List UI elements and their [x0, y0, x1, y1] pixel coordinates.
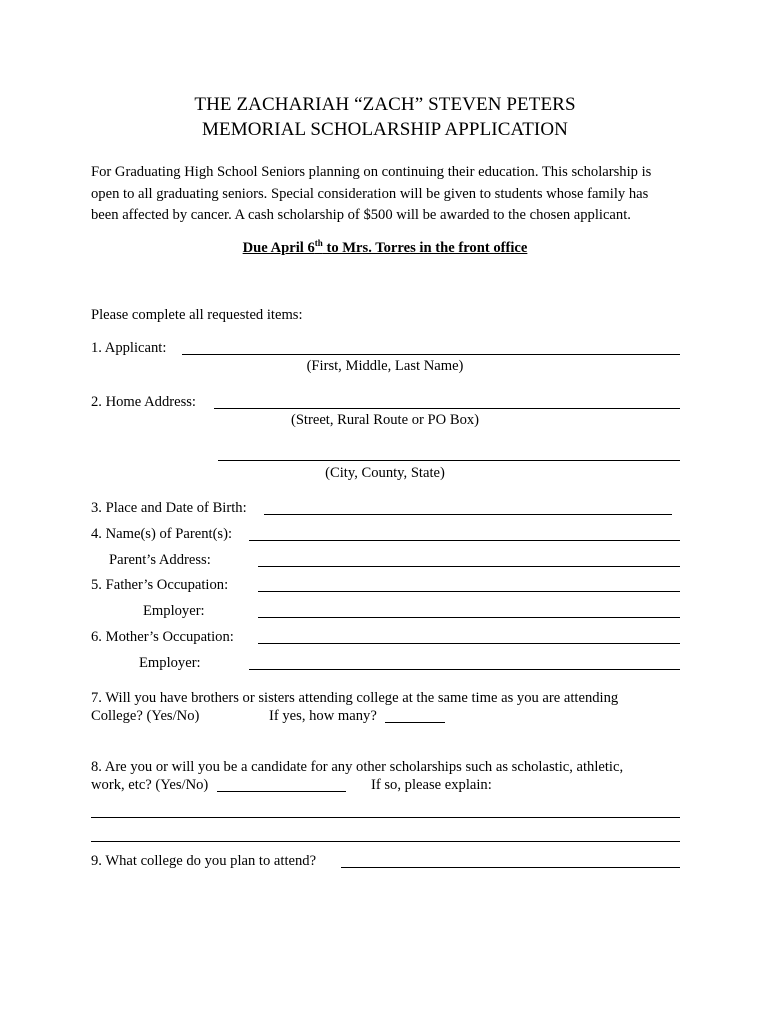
father-employer-field[interactable]: [258, 617, 680, 618]
father-employer-label: Employer:: [143, 603, 205, 619]
instructions: Please complete all requested items:: [91, 307, 303, 323]
father-occupation-label: 5. Father’s Occupation:: [91, 577, 229, 593]
mother-employer-field[interactable]: [249, 669, 680, 670]
parents-field[interactable]: [249, 540, 680, 541]
due-notice: [0, 240, 770, 257]
applicant-field[interactable]: [182, 354, 680, 355]
city-field[interactable]: [218, 460, 680, 461]
q8-yesno-field[interactable]: [217, 791, 346, 792]
due-prefix: Due April 6: [242, 240, 315, 256]
q8-explain-label: If so, please explain:: [371, 777, 492, 793]
q7-line-1: 7. Will you have brothers or sisters attending college at the same time as you are attending: [91, 690, 619, 706]
birth-label: 3. Place and Date of Birth:: [91, 500, 247, 516]
q9-label: 9. What college do you plan to attend?: [91, 853, 317, 869]
street-field[interactable]: [214, 408, 680, 409]
intro-line-1: For Graduating High School Seniors planning on continuing their education. This scholarship is: [91, 164, 652, 180]
intro-line-2: open to all graduating seniors. Special consideration will be given to students whose family has: [91, 185, 649, 202]
q9-college-field[interactable]: [341, 867, 680, 868]
parent-address-field[interactable]: [258, 566, 680, 567]
applicant-hint: (First, Middle, Last Name): [306, 358, 464, 374]
q8-explain-field-2[interactable]: [91, 841, 680, 842]
home-address-label: 2. Home Address:: [91, 394, 196, 410]
mother-employer-label: Employer:: [139, 655, 201, 671]
due-suffix: to Mrs. Torres in the front office: [322, 240, 528, 256]
parents-label: 4. Name(s) of Parent(s):: [91, 526, 233, 542]
mother-occupation-field[interactable]: [258, 643, 680, 644]
title-line-2: MEMORIAL SCHOLARSHIP APPLICATION: [202, 119, 568, 140]
q8-yesno-label: work, etc? (Yes/No): [91, 777, 209, 793]
father-occupation-field[interactable]: [258, 591, 680, 592]
due-superscript: th: [314, 238, 323, 248]
q7-yesno-label: College? (Yes/No): [91, 708, 200, 724]
city-hint: (City, County, State): [325, 465, 445, 481]
title-line-1: THE ZACHARIAH “ZACH” STEVEN PETERS: [194, 94, 576, 115]
q8-line-1: 8. Are you or will you be a candidate for any other scholarships such as scholastic, athletic,: [91, 759, 624, 775]
birth-field[interactable]: [264, 514, 672, 515]
intro-paragraph: [91, 162, 691, 227]
q8-explain-field-1[interactable]: [91, 817, 680, 818]
q7-how-many-field[interactable]: [385, 722, 445, 723]
mother-occupation-label: 6. Mother’s Occupation:: [91, 629, 234, 645]
parent-address-label: Parent’s Address:: [109, 552, 211, 568]
street-hint: (Street, Rural Route or PO Box): [290, 412, 480, 428]
intro-line-3: been affected by cancer. A cash scholarship of $500 will be awarded to the chosen applicant.: [91, 207, 631, 223]
q7-how-many-label: If yes, how many?: [269, 708, 377, 724]
applicant-label: 1. Applicant:: [91, 340, 167, 356]
